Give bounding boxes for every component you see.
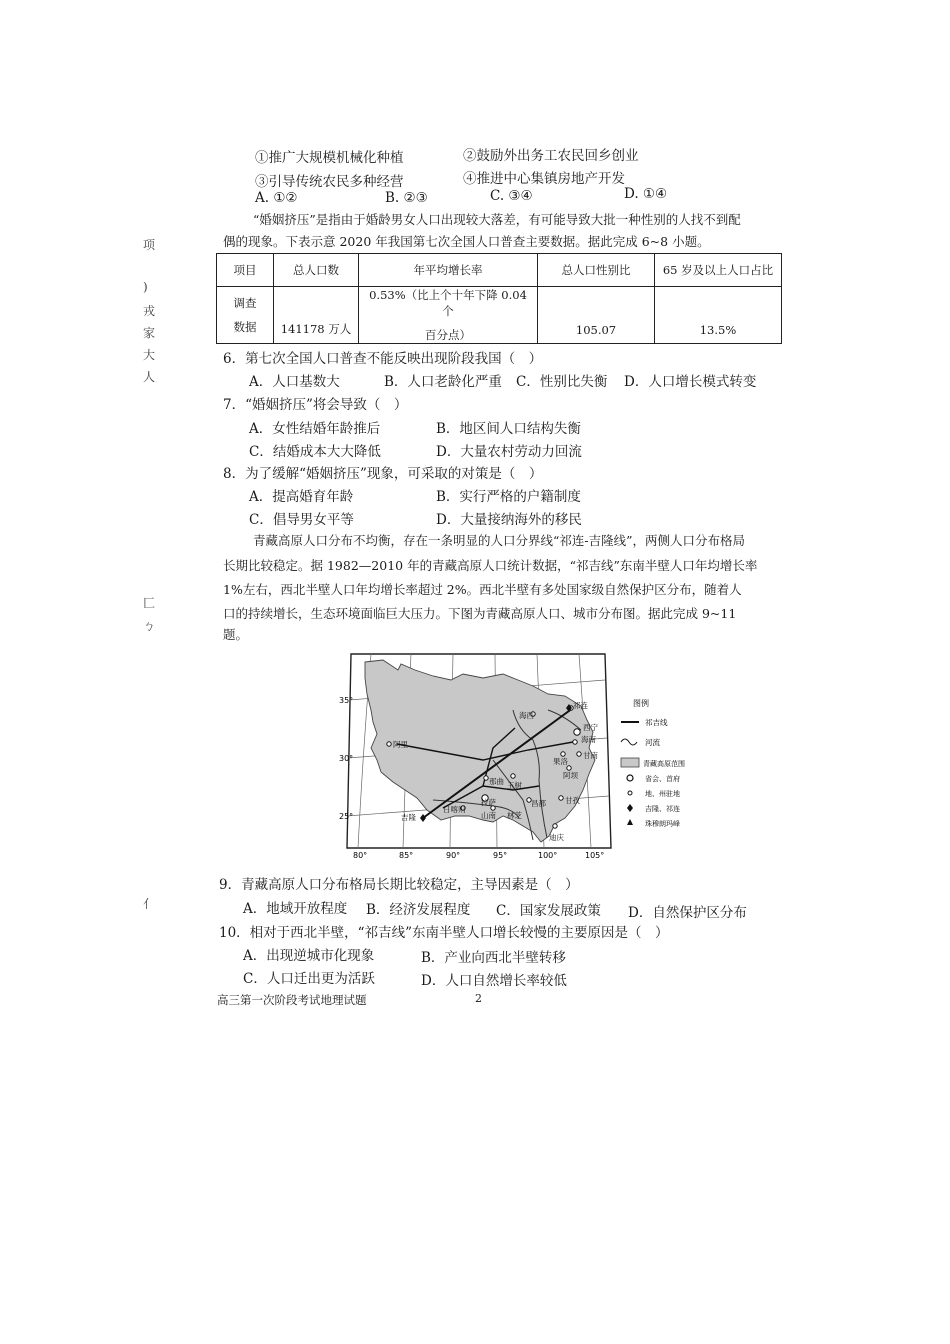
sex-ratio: 105.07: [538, 287, 655, 344]
growth-rate-line1: 0.53%（比上个十年下降 0.04 个: [369, 288, 527, 318]
q9-choice-c: C．国家发展政策: [496, 903, 601, 919]
legend-item: 吉隆、祁连: [645, 805, 680, 813]
q7-choice-d: D．大量农村劳动力回流: [436, 444, 582, 460]
table-header: 总人口数: [274, 254, 359, 287]
q10-choice-c: C．人口迁出更为活跃: [243, 971, 375, 987]
lon-label: 105°: [585, 851, 605, 860]
lon-label: 80°: [353, 851, 368, 860]
census-table: [216, 253, 782, 344]
lat-label: 25°: [339, 812, 354, 821]
margin-char: 匚: [143, 596, 156, 610]
intro1-line1: “婚姻挤压”是指由于婚龄男女人口出现较大落差，有可能导致大批一种性别的人找不到配: [253, 212, 741, 227]
option-4: ④推进中心集镇房地产开发: [463, 171, 625, 187]
lon-label: 95°: [493, 851, 508, 860]
place-label: 迪庆: [549, 833, 564, 842]
option-3: ③引导传统农民多种经营: [255, 174, 404, 190]
q8-choice-b: B．实行严格的户籍制度: [436, 489, 581, 505]
choice-a: A. ①②: [255, 190, 298, 206]
lat-label: 30°: [339, 754, 354, 763]
table-row-label: [217, 287, 274, 344]
option-1: ①推广大规模机械化种植: [255, 150, 404, 166]
choice-b: B. ②③: [385, 190, 428, 206]
place-label: 西宁: [583, 723, 598, 732]
legend-item: 青藏高原范围: [643, 760, 685, 768]
place-label: 海南: [581, 735, 596, 744]
elderly-share: 13.5%: [655, 287, 782, 344]
q10-choice-a: A．出现逆城市化现象: [243, 948, 375, 964]
q7-choice-c: C．结婚成本大大降低: [249, 444, 381, 460]
place-label: 海西: [519, 711, 534, 720]
q8-choice-d: D．大量接纳海外的移民: [436, 512, 582, 528]
total-population: 141178 万人: [274, 287, 359, 344]
intro2-line4: 口的持续增长，生态环境面临巨大压力。下图为青藏高原人口、城市分布图。据此完成 9~11: [223, 606, 737, 621]
margin-char: 戎: [143, 304, 156, 318]
row-label-line2: 数据: [233, 320, 257, 334]
legend-item: 祁吉线: [645, 718, 668, 727]
table-header: 总人口性别比: [538, 254, 655, 287]
place-label: 祁连: [573, 701, 588, 710]
row-label-line1: 调查: [233, 296, 257, 310]
lon-label: 85°: [399, 851, 414, 860]
q6-stem: 6．第七次全国人口普查不能反映出现阶段我国（ ）: [223, 351, 543, 367]
place-label: 甘孜: [565, 796, 580, 805]
q8-stem: 8．为了缓解“婚姻挤压”现象，可采取的对策是（ ）: [223, 466, 543, 482]
footer-title: 高三第一次阶段考试地理试题: [217, 993, 367, 1007]
q9-choice-b: B．经济发展程度: [366, 902, 471, 918]
margin-char: ): [143, 280, 148, 294]
q6-choice-c: C．性别比失衡: [516, 374, 608, 390]
option-2: ②鼓励外出务工农民回乡创业: [463, 148, 639, 164]
margin-char: 人: [143, 370, 156, 384]
q10-choice-d: D．人口自然增长率较低: [421, 973, 567, 989]
q6-choice-a: A．人口基数大: [249, 374, 340, 390]
growth-rate-cell: [359, 287, 538, 344]
intro2-line5: 题。: [223, 627, 249, 642]
q7-stem: 7．“婚姻挤压”将会导致（ ）: [223, 397, 408, 413]
legend-item: 河流: [645, 738, 660, 747]
legend-item: 省会、首府: [645, 775, 680, 783]
lon-label: 100°: [538, 851, 558, 860]
tibet-plateau-map: [339, 650, 711, 862]
table-header: 65 岁及以上人口占比: [655, 254, 782, 287]
place-label: 甘南: [583, 751, 598, 760]
legend-title: 图例: [633, 699, 649, 708]
q7-choice-a: A．女性结婚年龄推后: [249, 421, 381, 437]
margin-char: ㄅ: [143, 619, 156, 633]
q10-choice-b: B．产业向西北半壁转移: [421, 950, 566, 966]
place-label: 日喀则: [443, 805, 466, 814]
intro2-line1: 青藏高原人口分布不均衡，存在一条明显的人口分界线“祁连-吉隆线”，两侧人口分布格局: [253, 533, 746, 548]
margin-char: 家: [143, 326, 156, 340]
q9-stem: 9．青藏高原人口分布格局长期比较稳定，主导因素是（ ）: [219, 877, 579, 893]
table-header: 年平均增长率: [359, 254, 538, 287]
place-label: 玉树: [507, 781, 522, 790]
intro1-line2: 偶的现象。下表示意 2020 年我国第七次全国人口普查主要数据。据此完成 6~8 小题。: [223, 234, 710, 249]
place-label: 那曲: [489, 777, 504, 786]
q8-choice-a: A．提高婚育年龄: [249, 489, 354, 505]
place-label: 果洛: [553, 757, 568, 766]
lon-label: 90°: [446, 851, 461, 860]
legend-item: 珠穆朗玛峰: [645, 820, 680, 828]
place-label: 林芝: [507, 811, 522, 820]
intro2-line3: 1%左右，西北半壁人口年均增长率超过 2%。西北半壁有多处国家级自然保护区分布，随着人: [223, 582, 742, 597]
margin-char: 亻: [143, 897, 156, 911]
growth-rate-line2: 百分点）: [425, 328, 471, 342]
q10-stem: 10．相对于西北半壁，“祁吉线”东南半壁人口增长较慢的主要原因是（ ）: [219, 925, 669, 941]
q6-choice-b: B．人口老龄化严重: [384, 374, 502, 390]
place-label: 阿坝: [563, 771, 578, 780]
place-label: 山南: [481, 811, 496, 820]
margin-char: 项: [143, 238, 156, 252]
q9-choice-d: D．自然保护区分布: [628, 905, 747, 921]
place-label: 昌都: [531, 799, 546, 808]
place-label: 吉隆: [401, 813, 416, 822]
margin-char: 大: [143, 348, 156, 362]
choice-c: C. ③④: [490, 188, 533, 204]
q7-choice-b: B．地区间人口结构失衡: [436, 421, 581, 437]
place-label: 阿里: [393, 740, 408, 749]
q9-choice-a: A．地域开放程度: [243, 901, 348, 917]
choice-d: D. ①④: [624, 186, 668, 202]
q8-choice-c: C．倡导男女平等: [249, 512, 354, 528]
page-number: 2: [475, 992, 482, 1005]
lat-label: 35°: [339, 696, 354, 705]
table-header: 项目: [217, 254, 274, 287]
place-label: 拉萨: [481, 798, 496, 807]
q6-choice-d: D．人口增长模式转变: [624, 374, 757, 390]
legend-item: 地、州驻地: [645, 790, 680, 798]
intro2-line2: 长期比较稳定。据 1982—2010 年的青藏高原人口统计数据，“祁吉线”东南半壁人口年均增长率: [223, 558, 758, 573]
